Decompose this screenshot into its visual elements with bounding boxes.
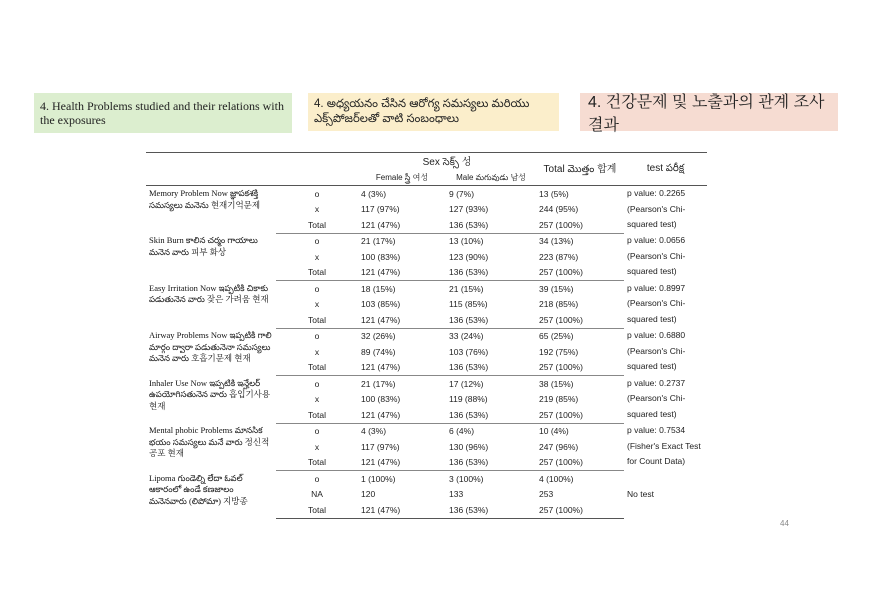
female-cell: 117 (97%) (361, 204, 400, 215)
female-cell: 100 (83%) (361, 394, 401, 405)
female-cell: 21 (17%) (361, 236, 396, 247)
health-problems-table (146, 152, 707, 519)
response-cell: Total (276, 455, 358, 471)
table-row (146, 328, 707, 344)
male-cell: 136 (53%) (446, 265, 536, 281)
test-result: p value: 0.7534 (Fisher's Exact Test for Count Data) (627, 425, 701, 466)
problem-label: Airway Problems Now ఇప్పటికి గాలి మార్గం ద్వారా పడుతునెనా సమస్యలు మనెన వారు 호흡기문제 현재 (149, 330, 272, 363)
response-cell: NA (311, 489, 323, 500)
female-cell: 103 (85%) (361, 299, 401, 310)
female-cell: 121 (47%) (358, 360, 446, 376)
problem-label: Easy Irritation Now ఇప్పటికి చికాకు పడుతునెన వారు 잦은 가려움 현재 (149, 282, 269, 304)
female-cell: 89 (74%) (361, 346, 396, 357)
male-cell: 103 (76%) (449, 346, 489, 357)
male-cell: 133 (449, 489, 464, 500)
female-cell: 121 (47%) (358, 407, 446, 423)
section-title-telugu: 4. అధ్యయనం చేసిన ఆరోగ్య సమస్యలు మరియు ఎక్స్‌పోజర్‌లతో వాటి సంబంధాలు (308, 93, 559, 131)
response-cell: o (314, 283, 320, 294)
male-cell: 6 (4%) (449, 426, 475, 437)
male-cell: 33 (24%) (449, 331, 484, 342)
test-header: test పరీక్ష (624, 153, 707, 186)
test-result: No test (627, 488, 654, 499)
female-cell: 100 (83%) (361, 251, 401, 262)
total-cell: 257 (100%) (536, 455, 624, 471)
table-row (146, 471, 707, 487)
male-cell: 136 (53%) (446, 407, 536, 423)
total-cell: 192 (75%) (539, 346, 579, 357)
female-cell: 121 (47%) (358, 502, 446, 518)
test-result: p value: 0.8997 (Pearson's Chi-squared test) (627, 282, 686, 324)
response-cell: Total (276, 407, 358, 423)
total-cell: 223 (87%) (539, 251, 579, 262)
response-cell: Total (276, 217, 358, 233)
total-cell: 257 (100%) (536, 265, 624, 281)
female-cell: 21 (17%) (361, 378, 396, 389)
problem-label: Lipoma గుండెల్ని లేదా ఓవల్ ఆకారంలో ఉండే కణజాలం మనెనవారు (లిపోమా) 지방종 (149, 472, 248, 506)
response-cell: o (314, 473, 320, 484)
male-cell: 17 (12%) (449, 378, 484, 389)
female-cell: 1 (100%) (361, 473, 396, 484)
response-cell: Total (276, 502, 358, 518)
test-result: p value: 0.0656 (Pearson's Chi-squared test) (627, 235, 686, 276)
total-cell: 13 (5%) (539, 188, 569, 199)
male-cell: 136 (53%) (446, 502, 536, 518)
problem-label: Mental phobic Problems మానసిక భయం సమస్యలు మనే వారు 정신적공포 현재 (149, 425, 270, 458)
male-cell: 123 (90%) (449, 251, 489, 262)
section-title-english: 4. Health Problems studied and their relations with the exposures (34, 93, 292, 133)
page-number: 44 (780, 519, 789, 528)
table-row (146, 376, 707, 392)
response-cell: x (314, 441, 320, 452)
total-cell: 34 (13%) (539, 236, 574, 247)
table-row (146, 423, 707, 439)
total-cell: 38 (15%) (539, 378, 574, 389)
female-cell: 121 (47%) (358, 312, 446, 328)
male-cell: 3 (100%) (449, 473, 484, 484)
total-cell: 65 (25%) (539, 331, 574, 342)
total-cell: 4 (100%) (539, 473, 574, 484)
female-cell: 120 (361, 489, 376, 500)
male-header: Male మగువుడు 남성 (446, 170, 536, 186)
total-cell: 247 (96%) (539, 441, 579, 452)
response-cell: x (314, 299, 320, 310)
response-cell: Total (276, 265, 358, 281)
total-cell: 39 (15%) (539, 283, 574, 294)
female-cell: 32 (26%) (361, 331, 396, 342)
total-cell: 253 (539, 489, 554, 500)
sex-header: Sex సెక్స్ 성 (358, 153, 536, 171)
total-cell: 244 (95%) (539, 204, 579, 215)
problem-label: Skin Burn కాలిన చర్మం గాయాలు మనెన వారు 피부 화상 (149, 235, 258, 257)
male-cell: 130 (96%) (449, 441, 489, 452)
table-row (146, 281, 707, 297)
response-cell: x (314, 204, 320, 215)
female-header: Female స్త్రీ 여성 (358, 170, 446, 186)
female-cell: 4 (3%) (361, 426, 387, 437)
male-cell: 9 (7%) (449, 188, 475, 199)
male-cell: 136 (53%) (446, 217, 536, 233)
response-cell: o (314, 378, 320, 389)
total-cell: 10 (4%) (539, 426, 569, 437)
female-cell: 117 (97%) (361, 441, 400, 452)
male-cell: 115 (85%) (449, 299, 488, 310)
table-body (146, 186, 707, 519)
response-cell: x (314, 251, 320, 262)
total-cell: 257 (100%) (536, 407, 624, 423)
response-cell: x (314, 346, 320, 357)
response-cell: o (314, 236, 320, 247)
male-cell: 13 (10%) (449, 236, 484, 247)
female-cell: 18 (15%) (361, 283, 396, 294)
response-cell: Total (276, 360, 358, 376)
section-title-korean: 4. 건강문제 및 노출과의 관계 조사결과 (580, 93, 838, 131)
response-cell: Total (276, 312, 358, 328)
response-cell: o (314, 188, 320, 199)
problem-label: Memory Problem Now జ్ఞాపకశక్తి సమస్యలు మనెను 현재기억문제 (149, 188, 261, 210)
female-cell: 121 (47%) (358, 455, 446, 471)
female-cell: 121 (47%) (358, 217, 446, 233)
test-result: p value: 0.2265 (Pearson's Chi-squared test) (627, 188, 686, 229)
total-cell: 257 (100%) (536, 217, 624, 233)
male-cell: 136 (53%) (446, 360, 536, 376)
total-cell: 219 (85%) (539, 394, 579, 405)
male-cell: 127 (93%) (449, 204, 489, 215)
response-cell: x (314, 394, 320, 405)
total-cell: 218 (85%) (539, 299, 579, 310)
table-row (146, 233, 707, 249)
male-cell: 119 (88%) (449, 394, 488, 405)
male-cell: 136 (53%) (446, 455, 536, 471)
response-cell: o (314, 331, 320, 342)
female-cell: 121 (47%) (358, 265, 446, 281)
problem-label: Inhaler Use Now ఇప్పటికి ఇన్హేలర్ ఉపయోగిసతునెన వారు 흡입기사용 현재 (149, 377, 271, 411)
total-cell: 257 (100%) (536, 360, 624, 376)
header-row-1 (146, 153, 707, 171)
male-cell: 136 (53%) (446, 312, 536, 328)
male-cell: 21 (15%) (449, 283, 484, 294)
test-result: p value: 0.2737 (Pearson's Chi-squared test) (627, 377, 686, 419)
response-cell: o (314, 426, 320, 437)
table-row (146, 186, 707, 202)
total-cell: 257 (100%) (536, 502, 624, 518)
female-cell: 4 (3%) (361, 188, 387, 199)
test-result: p value: 0.6880 (Pearson's Chi-squared test) (627, 330, 686, 371)
total-cell: 257 (100%) (536, 312, 624, 328)
total-header: Total మొత్తం 합계 (536, 153, 624, 186)
